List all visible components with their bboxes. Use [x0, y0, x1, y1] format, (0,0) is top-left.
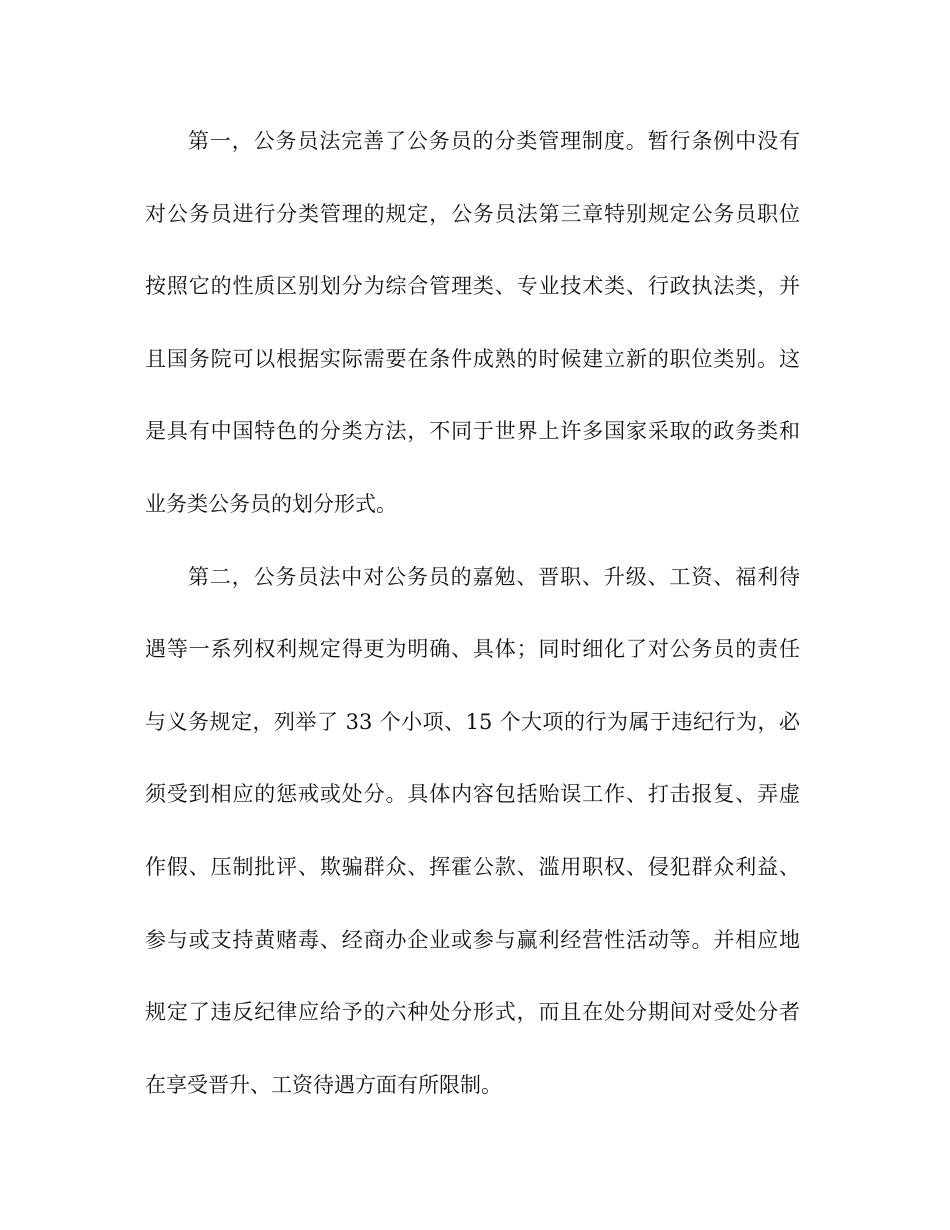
paragraph-2	[145, 559, 800, 1103]
text-line: 须受到相应的惩戒或处分。具体内容包括贻误工作、打击报复、弄虚	[145, 782, 800, 807]
document-body	[145, 123, 800, 1139]
text-line: 且国务院可以根据实际需要在条件成熟的时候建立新的职位类别。这	[145, 346, 800, 371]
paragraph-1	[145, 123, 800, 522]
text-line: 第一，公务员法完善了公务员的分类管理制度。暂行条例中没有	[188, 129, 800, 153]
text-line: 与义务规定，列举了 33 个小项、15 个大项的行为属于违纪行为，必	[145, 709, 800, 734]
text-line: 是具有中国特色的分类方法，不同于世界上许多国家采取的政务类和	[145, 419, 800, 444]
text-line: 第二，公务员法中对公务员的嘉勉、晋职、升级、工资、福利待	[188, 564, 800, 589]
text-line: 对公务员进行分类管理的规定，公务员法第三章特别规定公务员职位	[145, 201, 800, 226]
text-line: 作假、压制批评、欺骗群众、挥霍公款、滥用职权、侵犯群众利益、	[145, 854, 800, 879]
text-line: 遇等一系列权利规定得更为明确、具体；同时细化了对公务员的责任	[145, 637, 800, 662]
text-line: 规定了违反纪律应给予的六种处分形式，而且在处分期间对受处分者	[145, 1000, 800, 1025]
text-line: 业务类公务员的划分形式。	[145, 491, 397, 516]
text-line: 参与或支持黄赌毒、经商办企业或参与赢利经营性活动等。并相应地	[145, 927, 800, 952]
text-line: 按照它的性质区别划分为综合管理类、专业技术类、行政执法类，并	[145, 274, 800, 299]
text-line: 在享受晋升、工资待遇方面有所限制。	[145, 1072, 502, 1097]
